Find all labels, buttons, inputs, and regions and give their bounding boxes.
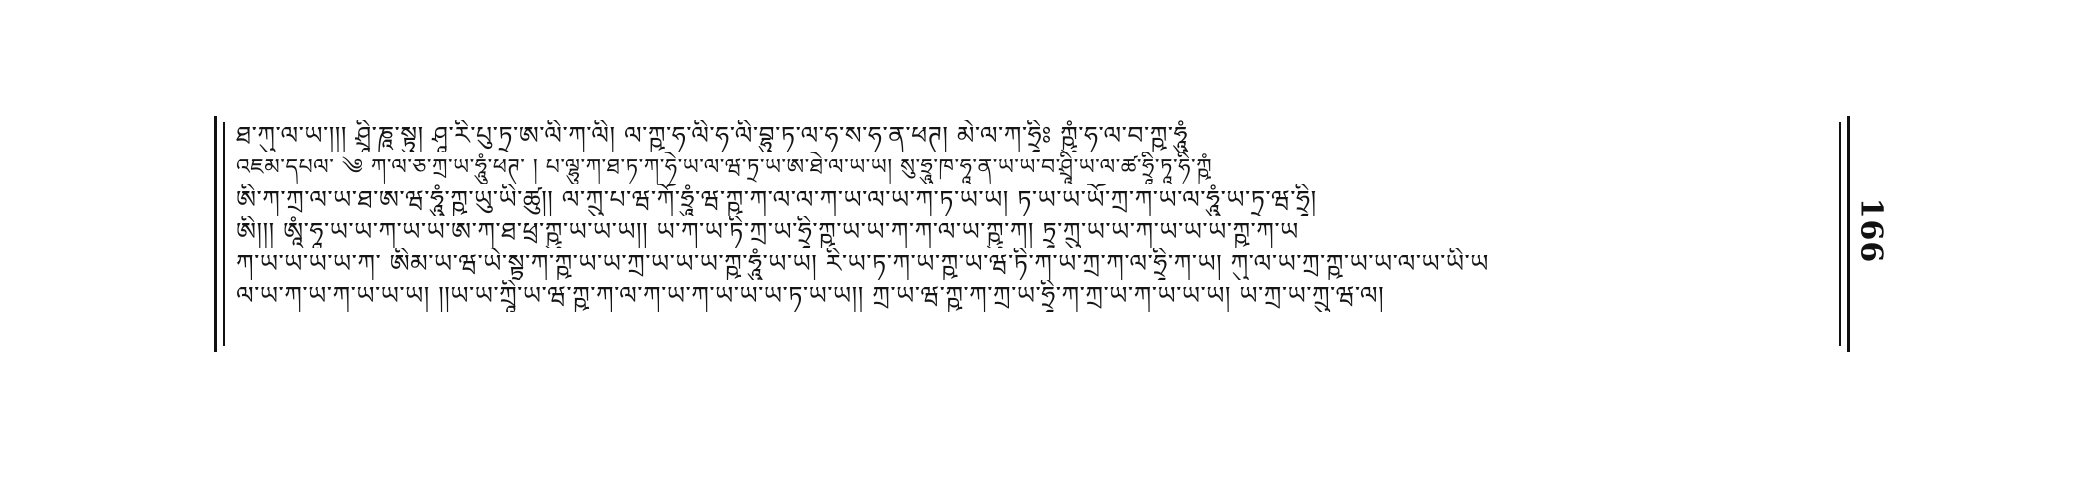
text-line-1: ཐ་ཀུ་ལ་ཡ་།།། ཤྲཱི་ཎཱ་སྟུ། ཤཱ་རི་པུ་ཏྲ་ཨ་ལི་ཀ་ལི། ལ་ཀྵ་ཧ་ལི་ཧ་ལི་བྷུ་ཏ་ལ་ཧ་ས་ཧ་ན་ཕཊ། མེ་ལ་ཀ་ཧྲཱིཿ ཀྵུཾ་ཧ་ལ་བ་ཀྵ་ཧཱུཾ bbox=[236, 121, 1189, 150]
text-line-3: ཨི་ཀ་ཀྲ་ལ་ཡ་ཐ་ཨ་ཝ་ཧཱུཾ་ཀྵ་ཡུ་ཡི་ཚུ།། ལ་ཀྲུ་པ་ཝ་ཀོ་ཧྲཱུཾ་ཝ་ཀྵ་ཀ་ལ་ལ་ཀ་ཡ་ལ་ཡ་ཀ་ཏ་ཡ་ཡ། ཏ་ཡ་ཡ་ཡོ་ཀྲ་ཀ་ཡ་ལ་ཧཱུཾ་ཡ་ཏྲ་ཝ་ཧྲཱི། bbox=[236, 185, 1317, 214]
text-line-5: ཀ་ཡ་ཡ་ཡ་ཡ་ཀ་ ཨིམ་ཡ་ཝ་ཡེ་སྟྲུ་ཀ་ཀྵ་ཡ་ཡ་ཀྲ་ཡ་ཡ་ཡ་ཀྵ་ཧཱུཾ་ཡ་ཡ། རི་ཡ་ཏ་ཀ་ཡ་ཀྵ་ཡ་ཝ་ཏི་ཀ་ཡ་ཀྲ་ཀ་ལ་ཧྲཱི་ཀ་ཡ། ཀུ་ལ་ཡ་ཀྲ་ཀྵ་ཡ་ཡ་ལ་ཡ་ཡི་ཡ bbox=[236, 249, 1489, 278]
tibetan-text-block bbox=[236, 120, 1828, 312]
left-margin-rule-outer bbox=[214, 116, 217, 352]
right-margin-rule-outer bbox=[1847, 116, 1850, 352]
text-frame bbox=[214, 116, 1850, 352]
folio-number bbox=[1853, 197, 1889, 263]
left-margin-rule-inner bbox=[223, 122, 225, 346]
text-line-2: འཇམ་དཔལ་ ༄ ཀ་ལ་ཅ་ཀྲ་ཡ་ཧཱུཾ་ཕཊ་ ། པ་ལྷུ་ཀ་ཐ་ཏ་ཀ་ཧེ་ཡ་ལ་ཝ་ཏྲ་ཡ་ཨ་ཐེ་ལ་ཡ་ཡ། སུ་ཧྲཱུ་ཁ་ཧཱ་ན་ཡ་ཡ་བ་ཤྲཱི་ཡ་ལ་ཚ་ཧྲཱི་ཏཱ་ཧི་ཀྵཾ bbox=[236, 155, 1213, 180]
text-line-4: ཨི།།། ཨཱཾ་ཧཱ་ཡ་ཡ་ཀ་ཡ་ཡ་ཨ་ཀ་ཐ་ཕྲ་ཀྵུ་ཡ་ཡ་ཡ།། ཡ་ཀ་ཡ་ཏི་ཀྲ་ཡ་ཧྲཱི་ཀྵ་ཡ་ཡ་ཀ་ཀ་ལ་ཡ་ཀྵུ་ཀ། ཏྲཱ་ཀྲུ་ཡ་ཡ་ཀ་ཡ་ཡ་ཡ་ཀྵ་ཀ་ཡ bbox=[236, 217, 1299, 246]
right-margin-rule-inner bbox=[1839, 122, 1841, 346]
folio-number-text: 166 bbox=[1853, 197, 1889, 263]
text-line-6: ལ་ཡ་ཀ་ཡ་ཀ་ཡ་ཡ་ཡ། །།ཡ་ཡ་ཀྲཱི་ཡ་ཝ་ཀྵ་ཀ་ལ་ཀ་ཡ་ཀ་ཡ་ཡ་ཡ་ཏ་ཡ་ཡ།། ཀྲ་ཡ་ཝ་ཀྵ་ཀ་ཀྲ་ཡ་ཧྲཱི་ཀ་ཀྲ་ཡ་ཀ་ཡ་ཡ་ཡ། ཡ་ཀྲ་ཡ་ཀྲུ་ཝ་ལ། bbox=[236, 281, 1385, 310]
